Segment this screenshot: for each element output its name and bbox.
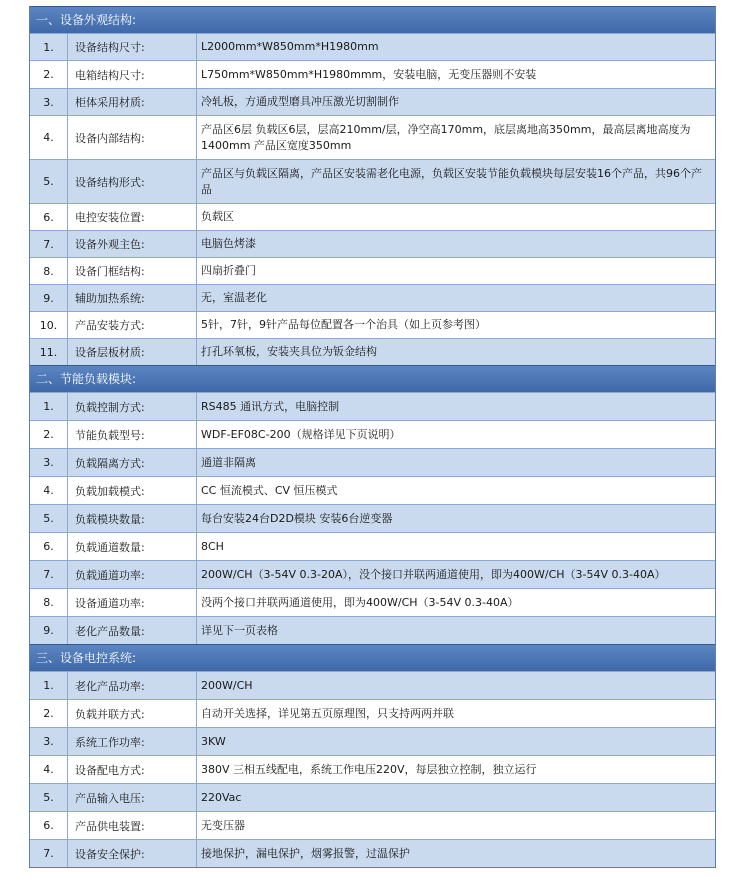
row-number: 9. bbox=[30, 285, 68, 311]
row-label: 系统工作功率: bbox=[68, 728, 197, 755]
row-number: 7. bbox=[30, 231, 68, 257]
row-label: 负载通道数量: bbox=[68, 533, 197, 560]
row-value: CC 恒流模式、CV 恒压模式 bbox=[201, 483, 338, 497]
row-label: 负载模块数量: bbox=[68, 505, 197, 532]
row-label: 设备层板材质: bbox=[68, 339, 197, 365]
section-header: 一、设备外观结构: bbox=[30, 6, 715, 33]
row-number: 8. bbox=[30, 258, 68, 284]
row-value: 380V 三相五线配电，系统工作电压220V，每层独立控制，独立运行 bbox=[201, 762, 537, 776]
row-value: 四扇折叠门 bbox=[201, 264, 256, 277]
row-label: 产品安装方式: bbox=[68, 312, 197, 338]
section-header: 三、设备电控系统: bbox=[30, 644, 715, 671]
row-label: 设备门框结构: bbox=[68, 258, 197, 284]
row-label: 产品输入电压: bbox=[68, 784, 197, 811]
row-number: 9. bbox=[30, 617, 68, 644]
section-electrical-control bbox=[30, 644, 715, 867]
row-number: 8. bbox=[30, 589, 68, 616]
row-label: 电箱结构尺寸: bbox=[68, 61, 197, 88]
row-value: 3KW bbox=[201, 734, 226, 748]
row-number: 4. bbox=[30, 756, 68, 783]
row-value: 产品区6层 负载区6层，层高210mm/层，净空高170mm，底层离地高350mm，最高层离地高度为1400mm 产品区宽度350mm bbox=[201, 122, 691, 152]
row-value: 接地保护，漏电保护，烟雾报警，过温保护 bbox=[201, 846, 410, 860]
row-value: 自动开关选择，详见第五页原理图，只支持两两并联 bbox=[201, 706, 454, 720]
row-number: 3. bbox=[30, 449, 68, 476]
row-number: 1. bbox=[30, 34, 68, 60]
row-value: 没两个接口并联两通道使用，即为400W/CH（3-54V 0.3-40A） bbox=[201, 595, 519, 609]
row-value: L2000mm*W850mm*H1980mm bbox=[201, 40, 379, 53]
row-number: 7. bbox=[30, 840, 68, 867]
row-number: 6. bbox=[30, 204, 68, 230]
section-header: 二、节能负载模块: bbox=[30, 365, 715, 392]
row-label: 负载控制方式: bbox=[68, 393, 197, 420]
row-number: 1. bbox=[30, 672, 68, 699]
row-number: 10. bbox=[30, 312, 68, 338]
row-number: 6. bbox=[30, 533, 68, 560]
row-number: 4. bbox=[30, 477, 68, 504]
row-value: 详见下一页表格 bbox=[201, 623, 278, 637]
row-label: 设备结构形式: bbox=[68, 160, 197, 203]
row-number: 2. bbox=[30, 421, 68, 448]
row-number: 5. bbox=[30, 160, 68, 203]
table-row bbox=[30, 159, 715, 203]
row-label: 负载并联方式: bbox=[68, 700, 197, 727]
row-value: 打孔环氧板，安装夹具位为钣金结构 bbox=[201, 345, 377, 358]
spec-table bbox=[29, 6, 716, 868]
table-row bbox=[30, 115, 715, 159]
row-label: 老化产品功率: bbox=[68, 672, 197, 699]
row-label: 老化产品数量: bbox=[68, 617, 197, 644]
row-label: 设备内部结构: bbox=[68, 116, 197, 159]
table-row bbox=[30, 448, 715, 476]
row-value: 200W/CH（3-54V 0.3-20A），没个接口并联两通道使用，即为400W/CH（3-54V 0.3-40A） bbox=[201, 567, 666, 581]
row-label: 辅助加热系统: bbox=[68, 285, 197, 311]
table-row bbox=[30, 699, 715, 727]
table-row bbox=[30, 588, 715, 616]
row-value: WDF-EF08C-200（规格详见下页说明） bbox=[201, 427, 401, 441]
row-value: 每台安装24台D2D模块 安装6台逆变器 bbox=[201, 511, 393, 525]
table-row bbox=[30, 392, 715, 420]
row-number: 5. bbox=[30, 505, 68, 532]
row-number: 4. bbox=[30, 116, 68, 159]
row-value: 通道非隔离 bbox=[201, 455, 256, 469]
table-row bbox=[30, 532, 715, 560]
row-label: 设备外观主色: bbox=[68, 231, 197, 257]
table-row bbox=[30, 755, 715, 783]
table-row bbox=[30, 60, 715, 88]
row-number: 6. bbox=[30, 812, 68, 839]
row-label: 节能负载型号: bbox=[68, 421, 197, 448]
row-number: 2. bbox=[30, 700, 68, 727]
row-label: 电控安装位置: bbox=[68, 204, 197, 230]
row-label: 负载隔离方式: bbox=[68, 449, 197, 476]
table-row bbox=[30, 727, 715, 755]
table-row bbox=[30, 839, 715, 867]
row-value: 5针，7针，9针产品每位配置各一个治具（如上页参考图） bbox=[201, 318, 486, 331]
table-row bbox=[30, 311, 715, 338]
row-label: 负载加载模式: bbox=[68, 477, 197, 504]
row-value: 电脑色烤漆 bbox=[201, 237, 256, 250]
row-number: 3. bbox=[30, 89, 68, 115]
row-label: 柜体采用材质: bbox=[68, 89, 197, 115]
table-row bbox=[30, 476, 715, 504]
row-value: 200W/CH bbox=[201, 678, 253, 692]
row-label: 设备安全保护: bbox=[68, 840, 197, 867]
table-row bbox=[30, 560, 715, 588]
row-number: 5. bbox=[30, 784, 68, 811]
table-row bbox=[30, 338, 715, 365]
row-label: 设备结构尺寸: bbox=[68, 34, 197, 60]
row-number: 3. bbox=[30, 728, 68, 755]
table-row bbox=[30, 88, 715, 115]
row-number: 1. bbox=[30, 393, 68, 420]
row-value: 冷轧板，方通成型磨具冲压激光切割制作 bbox=[201, 95, 399, 108]
row-value: 无，室温老化 bbox=[201, 291, 267, 304]
row-label: 产品供电装置: bbox=[68, 812, 197, 839]
table-row bbox=[30, 783, 715, 811]
section-appearance bbox=[30, 6, 715, 365]
table-row bbox=[30, 284, 715, 311]
row-value: 产品区与负载区隔离，产品区安装需老化电源，负载区安装节能负载模块每层安装16个产品，共96个产品 bbox=[201, 166, 702, 196]
row-label: 设备通道功率: bbox=[68, 589, 197, 616]
row-label: 负载通道功率: bbox=[68, 561, 197, 588]
row-value: 无变压器 bbox=[201, 818, 245, 832]
table-row bbox=[30, 203, 715, 230]
table-row bbox=[30, 33, 715, 60]
row-label: 设备配电方式: bbox=[68, 756, 197, 783]
row-number: 11. bbox=[30, 339, 68, 365]
row-value: L750mm*W850mm*H1980mmm，安装电脑，无变压器则不安装 bbox=[201, 67, 537, 81]
row-number: 2. bbox=[30, 61, 68, 88]
table-row bbox=[30, 420, 715, 448]
section-load-module bbox=[30, 365, 715, 644]
table-row bbox=[30, 811, 715, 839]
table-row bbox=[30, 504, 715, 532]
table-row bbox=[30, 230, 715, 257]
row-value: 220Vac bbox=[201, 790, 242, 804]
table-row bbox=[30, 671, 715, 699]
table-row bbox=[30, 616, 715, 644]
row-value: 8CH bbox=[201, 539, 224, 553]
row-value: RS485 通讯方式，电脑控制 bbox=[201, 399, 340, 413]
row-number: 7. bbox=[30, 561, 68, 588]
row-value: 负载区 bbox=[201, 210, 234, 223]
table-row bbox=[30, 257, 715, 284]
